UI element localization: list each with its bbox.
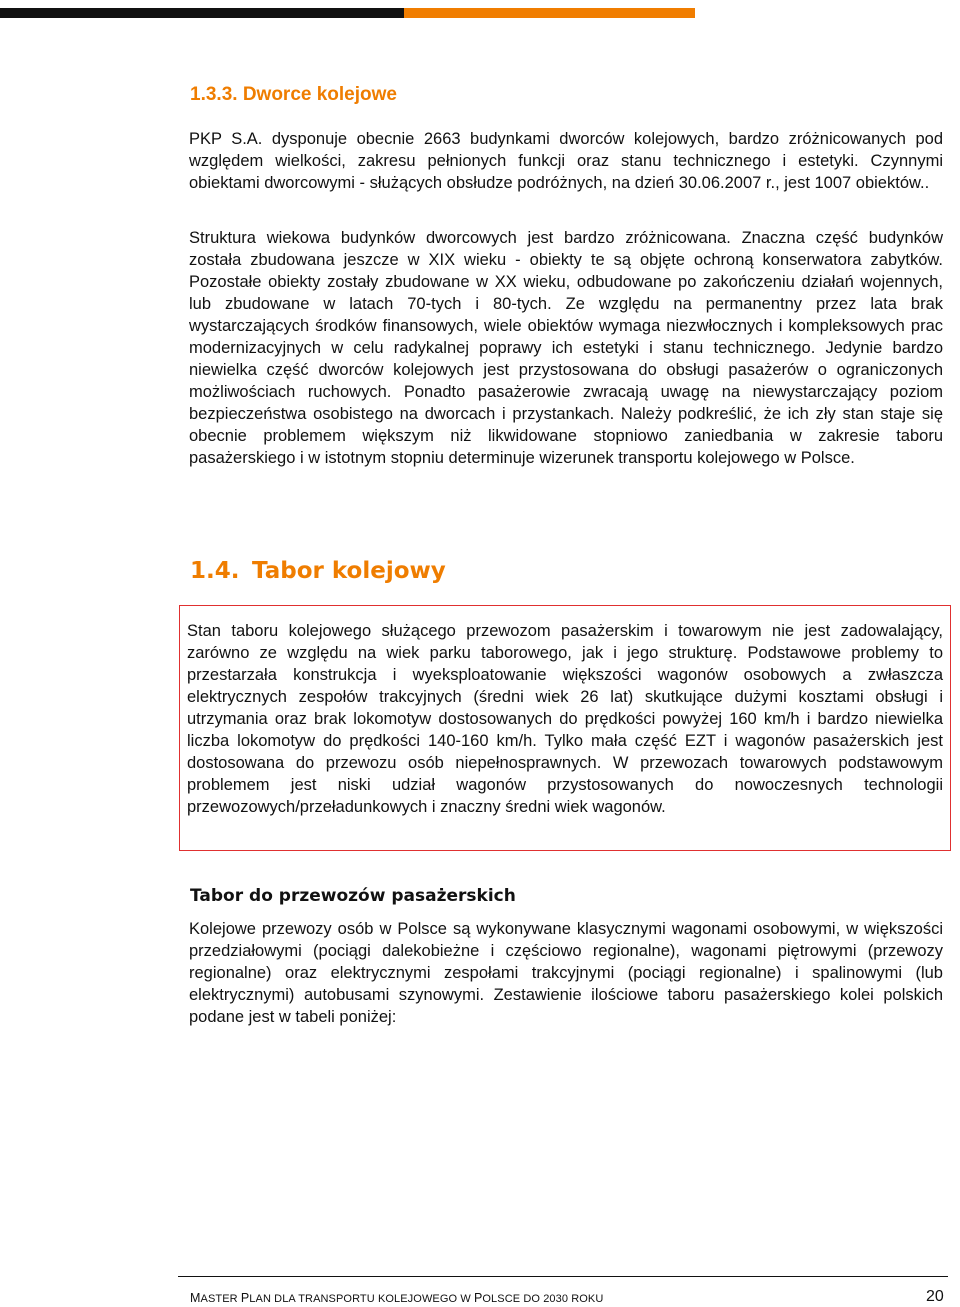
header-bar-orange	[404, 8, 695, 18]
chapter-heading	[190, 558, 446, 584]
summary-box-text: Stan taboru kolejowego służącego przewozom pasażerskim i towarowym nie jest zadowalający, zarówno ze względu na wiek parku taborowego, jak i jego strukturę. Podstawowe problemy to przestarzała konstrukcja i wyeksploatowanie większości wagonów osobowych a zwłaszcza elektrycznych zespołów trakcyjnych (średni wiek 26 lat) skutkujące dużymi kosztami obsługi i utrzymania oraz brak lokomotyw dostosowanych do prędkości powyżej 160 km/h i bardzo niewielka liczba lokomotyw do prędkości 140-160 km/h. Tylko mała część EZT i wagonów pasażerskich jest dostosowana do przewozu osób niepełnosprawnych. W przewozach towarowych podstawowym problemem jest niski udział wagonów przystosowanych do nowoczesnych technologii przewozowych/przeładunkowych i znaczny średni wiek wagonów.	[187, 622, 943, 816]
page-number: 20	[926, 1288, 944, 1305]
paragraph-station-count: PKP S.A. dysponuje obecnie 2663 budynkami dworców kolejowych, bardzo zróżnicowanych pod względem wielkości, zakresu pełnionych funkcji oraz stanu technicznego i estetyki. Czynnymi obiektami dworcowymi - służących obsłudze podróżnych, na dzień 30.06.2007 r., jest 1007 obiektów..	[189, 130, 943, 192]
footer-divider	[178, 1276, 948, 1277]
paragraph-passenger-rolling-stock: Kolejowe przewozy osób w Polsce są wykonywane klasycznymi wagonami osobowymi, w większości przedziałowymi (pociągi dalekobieżne i częściowo regionalne), wagonami piętrowymi (przewozy regionalne) oraz elektrycznymi zespołami trakcyjnymi (pociągi regionalne) i spalinowymi (lub elektrycznymi) autobusami szynowymi. Zestawienie ilościowe taboru pasażerskiego kolei polskich podane jest w tabeli poniżej:	[189, 920, 943, 1026]
chapter-number: 1.4.	[190, 558, 240, 584]
paragraph-station-age: Struktura wiekowa budynków dworcowych jest bardzo zróżnicowana. Znaczna część budynków została zbudowana jeszcze w XIX wieku - obiekty te są objęte ochroną konserwatora zabytków. Pozostałe obiekty zostały zbudowane w XX wieku, odbudowane po zakończeniu działań wojennych, lub zbudowane w latach 70-tych i 80-tych. Ze względu na permanentny przez lata brak wystarczających środków finansowych, wiele obiektów wymaga niezwłocznych i kompleksowych prac modernizacyjnych w celu radykalnej poprawy ich estetyki i stanu technicznego. Jedynie bardzo niewielka część dworców kolejowych jest przystosowana do obsługi pasażerów o ograniczonych możliwościach ruchowych. Ponadto pasażerowie zwracają uwagę na niewystarczający poziom bezpieczeństwa osobistego na dworcach i przystankach. Należy podkreślić, że ich zły stan staje się obecnie problemem większym niż likwidowane stopniowo zaniedbania w zakresie taboru pasażerskiego i w istotnym stopniu determinuje wizerunek transportu kolejowego w Polsce.	[189, 229, 943, 467]
subsection-heading: Tabor do przewozów pasażerskich	[190, 886, 516, 906]
footer-document-title: MASTER PLAN DLA TRANSPORTU KOLEJOWEGO W POLSCE DO 2030 ROKU	[190, 1291, 604, 1305]
chapter-title: Tabor kolejowy	[252, 558, 446, 584]
summary-box	[179, 605, 951, 851]
header-bar-black	[0, 8, 404, 18]
section-heading: 1.3.3. Dworce kolejowe	[190, 84, 397, 105]
